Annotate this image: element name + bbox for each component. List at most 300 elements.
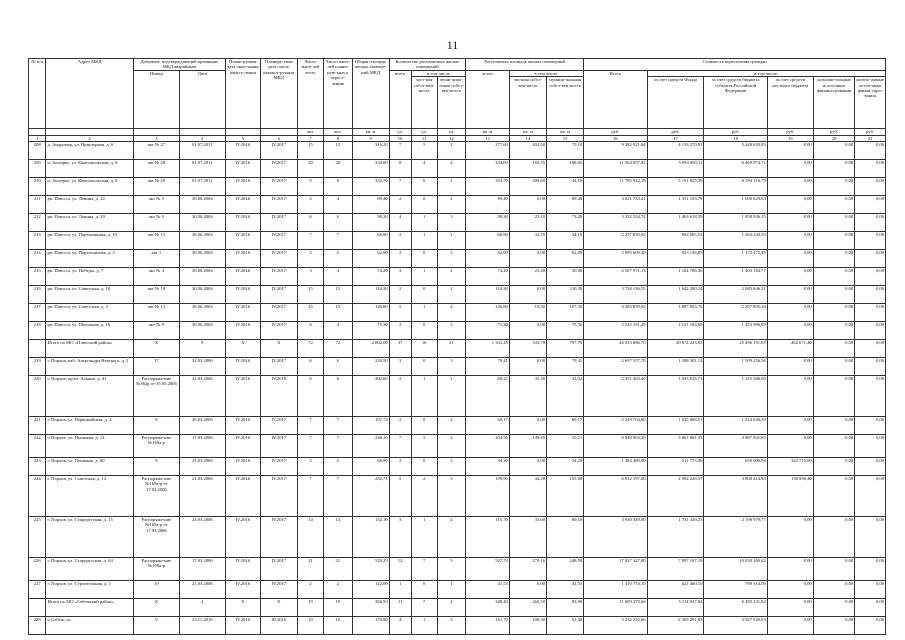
- table-cell: 0,00: [509, 581, 546, 599]
- table-cell: 1 858 936,15: [704, 214, 767, 232]
- table-cell: 3: [389, 268, 411, 286]
- table-cell: 2: [324, 250, 352, 268]
- table-row: [29, 160, 886, 178]
- table-cell: 11: [389, 599, 411, 617]
- table-cell: 21.03.2006: [179, 581, 225, 599]
- table-cell: 0,00: [813, 286, 855, 304]
- table-cell: 16: [411, 340, 437, 358]
- table-cell: 0,00: [767, 581, 813, 599]
- table-cell: 0,00: [855, 517, 886, 558]
- table-cell: 2: [437, 286, 465, 304]
- table-cell: 2 085 846,31: [704, 286, 767, 304]
- table-row: [29, 558, 886, 581]
- table-cell: 62,00: [352, 250, 389, 268]
- table-cell: 2: [437, 250, 465, 268]
- table-cell: X: [260, 340, 297, 358]
- table-cell: 20: [297, 160, 323, 178]
- table-cell: 2: [437, 196, 465, 214]
- table-cell: IV.2016: [225, 322, 260, 340]
- table-cell: 0,00: [813, 617, 855, 635]
- unit-cell: кв. м: [352, 129, 389, 135]
- table-cell: 7: [411, 558, 437, 581]
- table-cell: IV.2016: [225, 196, 260, 214]
- table-cell: 1: [411, 304, 437, 322]
- table-cell: 4: [324, 196, 352, 214]
- table-cell: 2 545 151,29: [584, 322, 647, 340]
- table-cell: 0,00: [509, 458, 546, 476]
- table-cell: 55,11: [547, 435, 584, 458]
- address-cell: рп. Плюсса, ул. Партизанская, д. 10: [46, 232, 133, 250]
- col-address: Адрес МКД: [46, 59, 133, 129]
- table-cell: 4 133 270,81: [647, 142, 704, 160]
- table-row: [29, 340, 886, 358]
- table-cell: 34,20: [547, 458, 584, 476]
- table-cell: 0,00: [855, 458, 886, 476]
- table-cell: IV.2017: [260, 517, 297, 558]
- table-cell: акт № 9: [133, 214, 179, 232]
- table-cell: 352,70: [352, 178, 389, 196]
- column-number: 18: [704, 135, 767, 141]
- table-cell: 75,30: [466, 322, 510, 340]
- table-cell: 0,00: [855, 160, 886, 178]
- table-cell: 1 423 986,69: [704, 322, 767, 340]
- table-cell: 7: [297, 417, 323, 435]
- table-cell: III.2016: [260, 617, 297, 635]
- table-cell: 178,80: [352, 617, 389, 635]
- column-number: 8: [324, 135, 352, 141]
- table-cell: 4: [411, 160, 437, 178]
- table-cell: 89,40: [352, 196, 389, 214]
- table-cell: IV.2017: [260, 250, 297, 268]
- col-sq-total: всего: [466, 70, 510, 128]
- table-cell: 1 315 586,69: [704, 376, 767, 417]
- table-cell: IV.2016: [225, 268, 260, 286]
- table-cell: 0,00: [855, 250, 886, 268]
- table-cell: Распоряже-ние №169а-р от 17.03.2006: [133, 517, 179, 558]
- table-cell: 0,00: [813, 358, 855, 376]
- table-cell: 20.03.2006: [179, 417, 225, 435]
- table-cell: 15: [297, 304, 323, 322]
- table-cell: IV.2017: [260, 286, 297, 304]
- table-cell: 1: [437, 376, 465, 417]
- table-cell: 0,00: [855, 232, 886, 250]
- table-cell: 3 021 733,41: [584, 196, 647, 214]
- table-row: [29, 358, 886, 376]
- table-cell: 7: [297, 476, 323, 517]
- column-number: 11: [411, 135, 437, 141]
- table-cell: акт № 13: [133, 304, 179, 322]
- table-cell: 61,40: [547, 617, 584, 635]
- table-cell: 202,60: [352, 376, 389, 417]
- table-cell: акт № 8: [133, 322, 179, 340]
- table-cell: IV.2016: [225, 160, 260, 178]
- table-cell: 5: [437, 558, 465, 581]
- table-cell: IV.2016: [225, 376, 260, 417]
- table-cell: 527,74: [466, 558, 510, 581]
- table-cell: Распоряже-ние №169а-р: [133, 558, 179, 581]
- table-cell: 0,00: [767, 214, 813, 232]
- table-cell: 75,10: [547, 142, 584, 160]
- table-cell: IV.2017: [260, 160, 297, 178]
- table-cell: 0: [411, 458, 437, 476]
- table-cell: 0,00: [855, 214, 886, 232]
- table-cell: 3 930 329,00: [584, 517, 647, 558]
- table-cell: 1 331 103,78: [647, 196, 704, 214]
- table-cell: 10: [297, 617, 323, 635]
- table-cell: 83,90: [547, 599, 584, 617]
- table-cell: 797,70: [547, 340, 584, 358]
- table-cell: 68,90: [352, 458, 389, 476]
- table-cell: 98,30: [466, 214, 510, 232]
- table-cell: 334,00: [352, 160, 389, 178]
- table-cell: 2: [411, 476, 437, 517]
- table-cell: 2: [437, 268, 465, 286]
- unit-cell: руб.: [813, 129, 855, 135]
- table-cell: 4: [437, 160, 465, 178]
- col-unneeded: необхо-димые источ-ники финан-сиро-вания: [855, 77, 886, 129]
- address-cell: рп. Плюсса, ул. Ленина, д. 22: [46, 196, 133, 214]
- table-cell: 3: [324, 268, 352, 286]
- table-cell: 322 715,00: [767, 458, 813, 476]
- table-row: [29, 435, 886, 458]
- table-cell: 2: [437, 417, 465, 435]
- col-area: Общая площадь жилых помеще-ний МКД: [352, 59, 389, 129]
- table-cell: 0,00: [767, 232, 813, 250]
- column-number: 10: [389, 135, 411, 141]
- table-cell: 1 263 244,50: [704, 232, 767, 250]
- table-cell: 5: [411, 142, 437, 160]
- table-cell: 2 351 403,40: [584, 376, 647, 417]
- table-cell: 0,00: [813, 322, 855, 340]
- table-cell: 4: [297, 322, 323, 340]
- table-header: [29, 59, 886, 142]
- table-cell: 0,00: [767, 376, 813, 417]
- table-cell: 17: [133, 358, 179, 376]
- table-cell: 334,00: [466, 160, 510, 178]
- table-cell: 79,41: [547, 358, 584, 376]
- table-cell: 4: [389, 214, 411, 232]
- table-cell: 21.03.2006: [179, 358, 225, 376]
- col-qty-total: всего: [389, 70, 411, 128]
- col-sq-mun: муници-пальная собст-вен-ность: [547, 77, 584, 129]
- table-cell: 215: [29, 268, 46, 286]
- table-cell: 15: [324, 142, 352, 160]
- table-cell: 74,20: [352, 268, 389, 286]
- table-cell: 0,00: [855, 617, 886, 635]
- table-cell: 5: [389, 476, 411, 517]
- table-row: [29, 476, 886, 517]
- table-cell: 10 030 160,62: [704, 558, 767, 581]
- address-cell: г. Порхов, ул. Пушкина, д. 14: [46, 435, 133, 458]
- col-doc: Документ, подтверждающий признание МКД аварийным: [133, 59, 225, 71]
- table-cell: 2: [389, 376, 411, 417]
- table-cell: 3 800 414,83: [704, 476, 767, 517]
- address-cell: г. Порхов, ул. Первомайская, д. 2: [46, 417, 133, 435]
- col-plan-demol: Планиру-емая дата сноса/ реконст-рукции МКД: [260, 59, 297, 129]
- table-cell: акт 1: [133, 250, 179, 268]
- table-cell: 20: [324, 160, 352, 178]
- table-cell: 0,00: [813, 435, 855, 458]
- table-cell: 10: [324, 617, 352, 635]
- table-cell: 4: [437, 304, 465, 322]
- table-cell: 80,10: [547, 517, 584, 558]
- table-cell: 222: [29, 435, 46, 458]
- table-cell: 20 074 223,65: [647, 340, 704, 358]
- table-cell: 0,00: [813, 196, 855, 214]
- table-cell: 1: [411, 232, 437, 250]
- table-cell: Распоряже-ние №169а-р от 17.03.2006: [133, 476, 179, 517]
- table-cell: 0,00: [813, 160, 855, 178]
- table-cell: 0,00: [509, 286, 546, 304]
- col-doc-date: Дата: [179, 70, 225, 128]
- table-cell: IV.2017: [260, 358, 297, 376]
- table-cell: 5: [389, 304, 411, 322]
- table-cell: 6: [324, 376, 352, 417]
- table-cell: IV.2016: [225, 581, 260, 599]
- table-cell: 2 198 979,77: [704, 517, 767, 558]
- column-number: 19: [767, 135, 813, 141]
- table-cell: 41,53: [466, 581, 510, 599]
- table-cell: 265,50: [509, 599, 546, 617]
- address-cell: Итого по МО «Плюсский район»: [46, 340, 133, 358]
- table-cell: 0,00: [813, 214, 855, 232]
- table-cell: 1: [411, 268, 437, 286]
- col-subject: за счет средств бюджета субъекта Российской Федерации: [704, 77, 767, 129]
- table-cell: 0,00: [813, 340, 855, 358]
- table-cell: 2: [437, 142, 465, 160]
- table-cell: 14: [324, 517, 352, 558]
- table-cell: акт № 29: [133, 178, 179, 196]
- table-cell: 0,00: [509, 322, 546, 340]
- table-cell: 2: [389, 417, 411, 435]
- unit-cell: руб.: [855, 129, 886, 135]
- table-cell: 2: [324, 458, 352, 476]
- table-cell: 1 035 068,51: [647, 417, 704, 435]
- table-cell: 1 509 256,56: [704, 358, 767, 376]
- column-number: 9: [352, 135, 389, 141]
- table-cell: X: [225, 599, 260, 617]
- unit-cell: чел.: [324, 129, 352, 135]
- table-cell: 5 114 047,84: [647, 599, 704, 617]
- table-cell: 220: [29, 376, 46, 417]
- table-cell: 0,00: [509, 358, 546, 376]
- table-cell: 7: [411, 599, 437, 617]
- table-cell: 2 697 557,70: [584, 358, 647, 376]
- table-cell: 30.06.2004: [179, 232, 225, 250]
- table-cell: 22.03.2006: [179, 376, 225, 417]
- table-cell: 15: [324, 304, 352, 322]
- address-cell: рп. Плюсса, ул. Советская, д. 18: [46, 286, 133, 304]
- table-cell: 21: [297, 558, 323, 581]
- table-cell: IV.2016: [225, 214, 260, 232]
- table-cell: X: [133, 599, 179, 617]
- table-cell: Распоряже-ние №362р от 15.05.2006: [133, 376, 179, 417]
- table-cell: 9: [179, 340, 225, 358]
- table-cell: 529,29: [352, 558, 389, 581]
- table-cell: 01.07.2011: [179, 160, 225, 178]
- table-cell: 0,00: [813, 232, 855, 250]
- table-cell: 204,56: [466, 435, 510, 458]
- table-cell: IV.2016: [225, 250, 260, 268]
- address-cell: п. Заозерье, ул. Комсомольская, д. 6: [46, 160, 133, 178]
- table-cell: 7: [324, 435, 352, 458]
- table-cell: 209: [29, 160, 46, 178]
- table-cell: 30.06.2004: [179, 250, 225, 268]
- table-cell: 107,30: [547, 304, 584, 322]
- table-cell: 5 191 825,39: [647, 178, 704, 196]
- table-cell: 2 349 704,90: [584, 417, 647, 435]
- table-cell: 0: [411, 286, 437, 304]
- table-cell: 1: [437, 178, 465, 196]
- table-cell: 2 095 609,30: [584, 250, 647, 268]
- address-cell: г. Порхов, пр-кт. Ленина, д. 41: [46, 376, 133, 417]
- table-cell: 74,20: [466, 268, 510, 286]
- address-cell: рп. Плюсса, ул. Ленина, д. 29: [46, 214, 133, 232]
- table-cell: 210: [29, 178, 46, 196]
- table-cell: IV.2017: [260, 476, 297, 517]
- table-cell: 0,00: [767, 142, 813, 160]
- table-row: [29, 178, 886, 196]
- table-cell: 19: [133, 581, 179, 599]
- table-cell: 155,68: [547, 476, 584, 517]
- table-cell: 0,00: [767, 358, 813, 376]
- table-cell: 7: [297, 435, 323, 458]
- table-cell: 149,45: [509, 435, 546, 458]
- table-cell: 2: [297, 458, 323, 476]
- table-cell: 0: [411, 196, 437, 214]
- table-cell: 5 232 210,66: [584, 617, 647, 635]
- table-cell: 224: [29, 476, 46, 517]
- table-cell: 213: [29, 232, 46, 250]
- table-cell: IV.2017: [260, 196, 297, 214]
- col-residents: Число жите-лей всего: [297, 59, 323, 129]
- table-cell: 9 382 921,64: [584, 142, 647, 160]
- table-cell: 7: [297, 232, 323, 250]
- table-cell: IV.2016: [225, 178, 260, 196]
- table-cell: 228: [29, 617, 46, 635]
- table-cell: 316,20: [352, 142, 389, 160]
- table-body: [29, 142, 886, 635]
- address-cell: рп. Плюсса, ул. Советская, д. 3: [46, 304, 133, 322]
- table-cell: 69,22: [466, 376, 510, 417]
- column-number: 4: [179, 135, 225, 141]
- table-cell: 15: [297, 142, 323, 160]
- table-cell: 4: [324, 322, 352, 340]
- table-cell: 282,71: [352, 476, 389, 517]
- table-cell: 0: [411, 581, 437, 599]
- table-cell: 0,00: [767, 268, 813, 286]
- table-cell: 126,80: [466, 304, 510, 322]
- table-cell: 349,40: [466, 599, 510, 617]
- table-row: [29, 196, 886, 214]
- table-cell: 139 956,40: [767, 476, 813, 517]
- table-cell: 25 496 191,65: [704, 340, 767, 358]
- column-number: 6: [260, 135, 297, 141]
- table-cell: IV.2016: [225, 142, 260, 160]
- table-cell: IV.2017: [260, 178, 297, 196]
- table-cell: 50,80: [547, 268, 584, 286]
- col-cost: Стоимость переселения граждан: [584, 59, 886, 71]
- table-cell: 1 104 786,36: [647, 268, 704, 286]
- column-number: 5: [225, 135, 260, 141]
- table-cell: 30.06.2004: [179, 268, 225, 286]
- table-cell: 462 671,40: [767, 340, 813, 358]
- table-cell: 30.06.2004: [179, 286, 225, 304]
- table-cell: 1: [411, 617, 437, 635]
- table-cell: 248,58: [547, 558, 584, 581]
- table-cell: 2: [389, 458, 411, 476]
- table-cell: 1 642 290,24: [647, 286, 704, 304]
- column-number: 7: [297, 135, 323, 141]
- table-cell: 1: [437, 232, 465, 250]
- table-cell: 2: [437, 322, 465, 340]
- col-qty-incl: в том числе: [411, 70, 466, 76]
- table-cell: IV.2017: [260, 417, 297, 435]
- table-cell: акт № 27: [133, 142, 179, 160]
- table-cell: IV.2016: [225, 358, 260, 376]
- table-cell: 44,28: [509, 476, 546, 517]
- table-cell: 1 731 349,23: [647, 517, 704, 558]
- table-cell: 3: [437, 617, 465, 635]
- col-fund: за счет средств Фонда: [647, 77, 704, 129]
- table-cell: 0,00: [855, 476, 886, 517]
- address-cell: д. Андромер, ул. Приозерная, д. 6: [46, 142, 133, 160]
- unit-cell: руб.: [647, 129, 704, 135]
- table-cell: 8: [133, 417, 179, 435]
- table-cell: 650 000,94: [704, 458, 767, 476]
- table-cell: 41,53: [547, 581, 584, 599]
- table-cell: 0,00: [855, 322, 886, 340]
- table-cell: 3: [437, 476, 465, 517]
- table-cell: 220,50: [352, 358, 389, 376]
- table-cell: 14: [297, 517, 323, 558]
- table-cell: 69,17: [466, 417, 510, 435]
- table-cell: 6 495 331,82: [704, 599, 767, 617]
- table-cell: 1: [411, 517, 437, 558]
- table-cell: 100,30: [509, 617, 546, 635]
- table-cell: IV.2018: [260, 376, 297, 417]
- table-cell: 132,10: [352, 517, 389, 558]
- table-row: [29, 417, 886, 435]
- address-cell: г. Порхов, ул. Старорусская, д. 64: [46, 558, 133, 581]
- table-row: [29, 376, 886, 417]
- table-cell: 17.03.2006: [179, 558, 225, 581]
- table-cell: 216: [29, 286, 46, 304]
- table-cell: 0,00: [813, 142, 855, 160]
- table-cell: 0,00: [855, 376, 886, 417]
- table-cell: X: [133, 340, 179, 358]
- table-cell: 0,00: [855, 178, 886, 196]
- table-cell: 3 061 061,35: [647, 435, 704, 458]
- table-cell: 0,00: [813, 476, 855, 517]
- table-cell: [29, 340, 46, 358]
- table-cell: 7: [324, 232, 352, 250]
- table-cell: 1 484 489,00: [584, 458, 647, 476]
- table-cell: IV.2016: [225, 558, 260, 581]
- table-cell: 0,00: [855, 268, 886, 286]
- table-cell: IV.2016: [225, 435, 260, 458]
- table-cell: 165,35: [509, 160, 546, 178]
- table-cell: 246,16: [352, 435, 389, 458]
- table-cell: 0,00: [855, 286, 886, 304]
- column-number: 14: [509, 135, 546, 141]
- table-cell: 21.03.2006: [179, 476, 225, 517]
- table-cell: IV.2016: [225, 286, 260, 304]
- table-cell: 126,80: [352, 304, 389, 322]
- table-cell: 6: [297, 214, 323, 232]
- table-cell: 21: [324, 558, 352, 581]
- address-cell: г. Порхов, ул. Пушкина, д. 60: [46, 458, 133, 476]
